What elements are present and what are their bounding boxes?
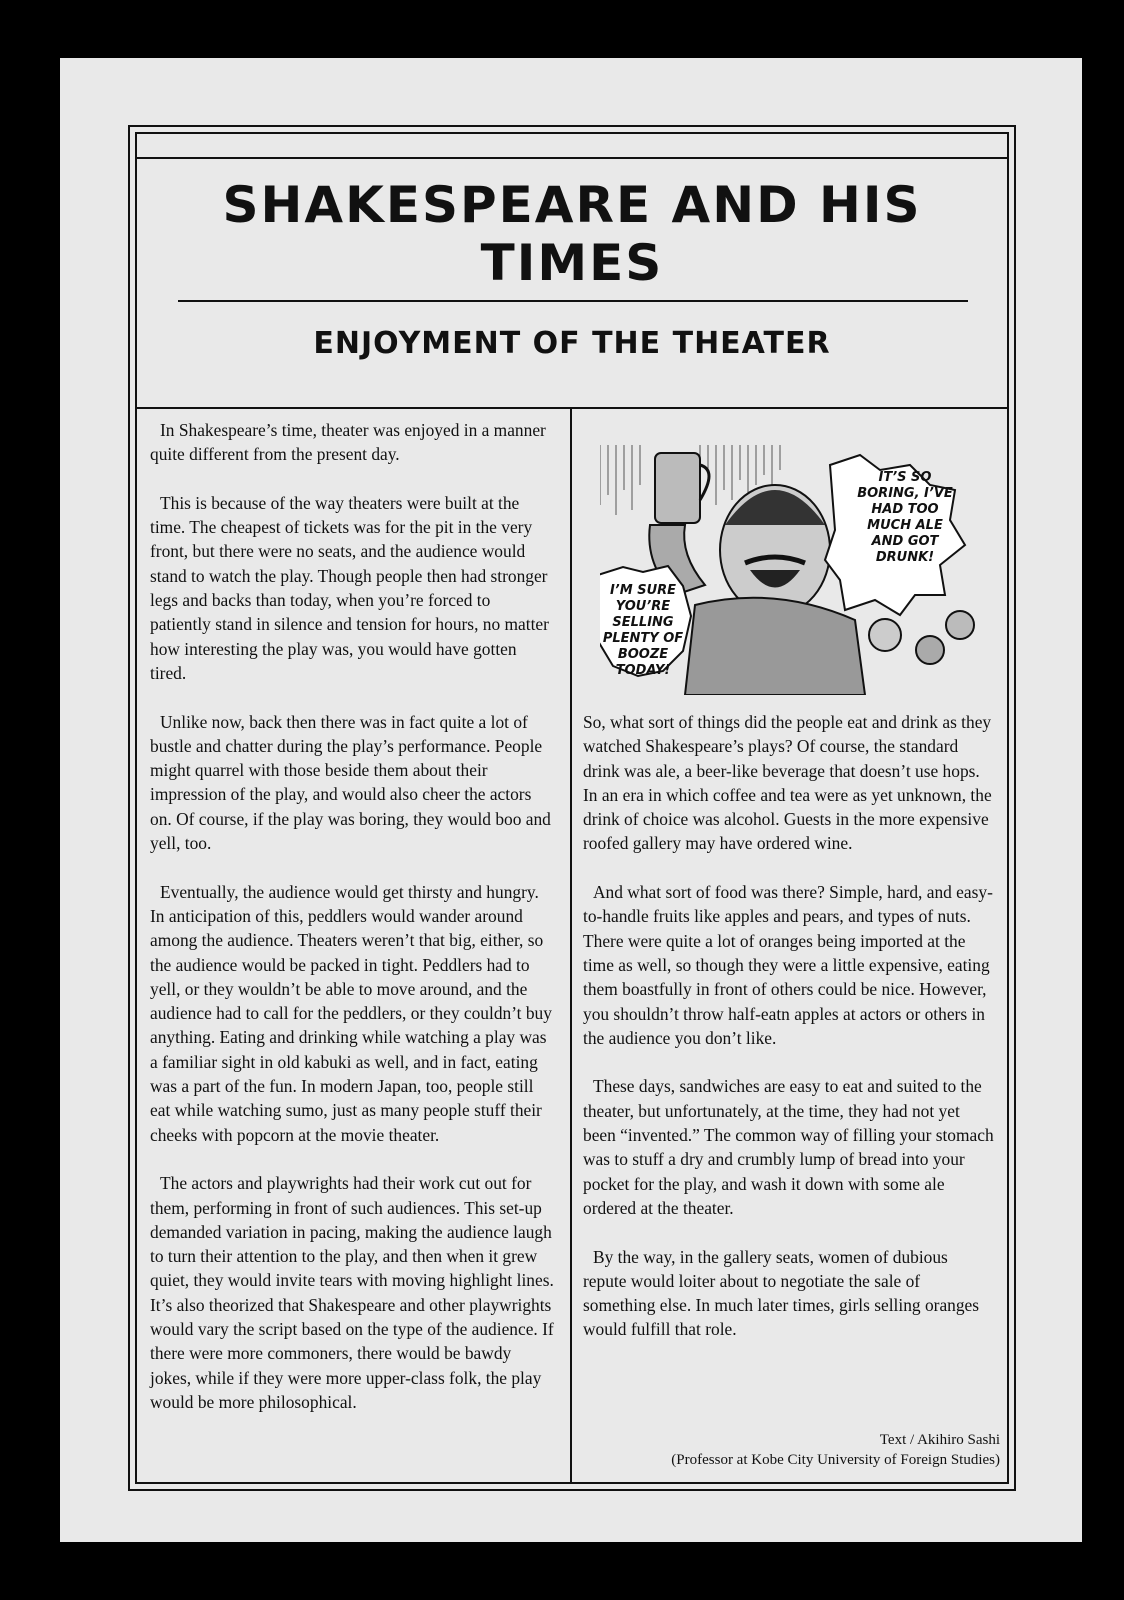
paragraph: In Shakespeare’s time, theater was enjoyed in a manner quite different from the present day. bbox=[150, 420, 546, 465]
credit-author: Text / Akihiro Sashi bbox=[879, 1432, 1000, 1448]
credit-affiliation: (Professor at Kobe City University of Foreign Studies) bbox=[671, 1452, 1000, 1468]
header-bottom-rule bbox=[135, 407, 1009, 409]
right-column bbox=[583, 710, 995, 1366]
page-subtitle: ENJOYMENT OF THE THEATER bbox=[313, 326, 831, 361]
paragraph: Unlike now, back then there was in fact quite a lot of bustle and chatter during the play’s performance. People might quarrel with those beside them about their impression of the play, and would also cheer the actors on. Of course, if the play was boring, they would boo and yell, too. bbox=[150, 711, 551, 854]
paragraph: This is because of the way theaters were built at the time. The cheapest of tickets was for the pit in the very front, but there were no seats, and the audience would stand to watch the play. Though people then had stronger legs and backs than today, when you’re forced to patiently stand in silence and tension for hours, no matter how interesting the play was, you would have gotten tired. bbox=[150, 492, 549, 683]
paragraph: So, what sort of things did the people eat and drink as they watched Shakespeare’s plays? Of course, the standard drink was ale, a beer-like beverage that doesn’t use hops. In an era in which coffee and tea were as yet unknown, the drink of choice was alcohol. Guests in the more expensive roofed gallery may have ordered wine. bbox=[583, 712, 992, 854]
paragraph: By the way, in the gallery seats, women of dubious repute would loiter about to negotiate the sale of something else. In much later times, girls selling oranges would fulfill that role. bbox=[583, 1246, 980, 1340]
paragraph: The actors and playwrights had their work cut out for them, performing in front of such audiences. This set-up demanded variation in pacing, making the audience laugh to turn their attention to the play, and then when it grew quiet, they would invite tears with moving highlight lines. It’s also theorized that Shakespeare and other playwrights would vary the script based on the type of the audience. If there were more commoners, there would be bawdy jokes, while if they were more upper-class folk, the play would be more philosophical. bbox=[150, 1173, 554, 1412]
speech-bubble-1: IT’S SO BORING, I’VE HAD TOO MUCH ALE AND GOT DRUNK! bbox=[857, 470, 953, 565]
header-top-rule bbox=[135, 157, 1009, 159]
page-title: SHAKESPEARE AND HIS TIMES bbox=[222, 176, 922, 292]
author-credit bbox=[600, 1430, 1000, 1470]
paragraph: And what sort of food was there? Simple, hard, and easy-to-handle fruits like apples and pears, and types of nuts. There were quite a lot of oranges being imported at the time as well, so though they were a little expensive, eating them boastfully in front of others could be nice. However, you shouldn’t throw half-eatn apples at actors or others in the audience you don’t like. bbox=[583, 882, 993, 1048]
paragraph: These days, sandwiches are easy to eat and suited to the theater, but unfortunately, at the time, they had not yet been “invented.” The common way of filling your stomach was to stuff a dry and crumbly lump of bread into your pocket for the play, and wash it down with some ale ordered at the theater. bbox=[583, 1076, 994, 1218]
left-column bbox=[150, 418, 555, 1438]
speech-bubble-2: I’M SURE YOU’RE SELLING PLENTY OF BOOZE TODAY! bbox=[602, 583, 684, 678]
title-divider bbox=[178, 300, 968, 302]
paragraph: Eventually, the audience would get thirsty and hungry. In anticipation of this, peddlers would wander around among the audience. Theaters weren’t that big, either, so the audience would be packed in tight. Peddlers had to yell, or they wouldn’t be able to move around, and the audience had to call for the peddlers, or they couldn’t buy anything. Eating and drinking while watching a play was a familiar sight in old kabuki as well, and in fact, eating was a part of the fun. In modern Japan, too, people still eat while watching sumo, just as many people stuff their cheeks with popcorn at the movie theater. bbox=[150, 881, 552, 1145]
column-divider bbox=[570, 409, 572, 1484]
